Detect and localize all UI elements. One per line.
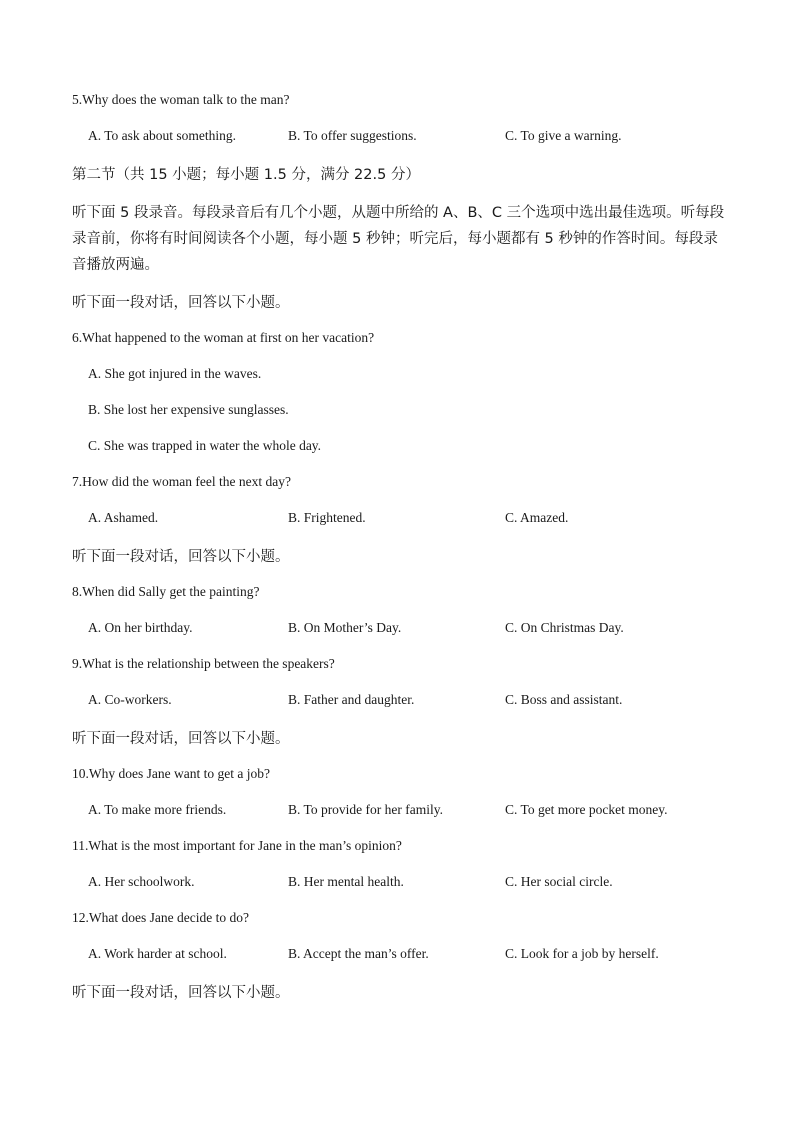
- option-b: B. She lost her expensive sunglasses.: [88, 402, 289, 417]
- question-9: 9.What is the relationship between the speakers?: [72, 656, 335, 671]
- option-b: B. Father and daughter.: [288, 692, 415, 707]
- section-title: 第二节（共 15 小题；每小题 1.5 分，满分 22.5 分）: [72, 167, 420, 183]
- question-6: 6.What happened to the woman at first on her vacation?: [72, 330, 375, 345]
- option-c: C. She was trapped in water the whole day.: [88, 438, 322, 453]
- option-a: A. Ashamed.: [88, 510, 159, 525]
- option-b: B. Accept the man’s offer.: [288, 946, 429, 961]
- option-c: C. To get more pocket money.: [505, 802, 668, 817]
- option-c: C. Look for a job by herself.: [505, 946, 659, 961]
- question-11-options: [88, 872, 732, 892]
- exam-page: [72, 90, 732, 1018]
- question-10-options: [88, 800, 732, 820]
- option-a: A. To make more friends.: [88, 802, 227, 817]
- option-b: B. To provide for her family.: [288, 802, 444, 817]
- option-a: A. To ask about something.: [88, 128, 237, 143]
- option-a: A. Work harder at school.: [88, 946, 227, 961]
- question-11: 11.What is the most important for Jane in the man’s opinion?: [72, 838, 402, 853]
- option-b: B. Her mental health.: [288, 874, 404, 889]
- question-8: 8.When did Sally get the painting?: [72, 584, 260, 599]
- option-a: A. She got injured in the waves.: [88, 366, 262, 381]
- option-c: C. On Christmas Day.: [505, 620, 624, 635]
- option-c: C. To give a warning.: [505, 128, 622, 143]
- question-10: 10.Why does Jane want to get a job?: [72, 766, 270, 781]
- option-b: B. To offer suggestions.: [288, 128, 417, 143]
- option-a: A. Her schoolwork.: [88, 874, 195, 889]
- option-a: A. On her birthday.: [88, 620, 193, 635]
- dialogue-intro: 听下面一段对话，回答以下小题。: [72, 549, 290, 565]
- question-12: 12.What does Jane decide to do?: [72, 910, 249, 925]
- section-instructions: 听下面 5 段录音。每段录音后有几个小题，从题中所给的 A、B、C 三个选项中选出最佳选项。听每段录音前，你将有时间阅读各个小题，每小题 5 秒钟；听完后，每小题都有 5 秒钟的作答时间。每段录音播放两遍。: [72, 205, 725, 273]
- option-c: C. Amazed.: [505, 510, 569, 525]
- dialogue-intro: 听下面一段对话，回答以下小题。: [72, 295, 290, 311]
- question-9-options: [88, 690, 732, 710]
- question-5: 5.Why does the woman talk to the man?: [72, 92, 290, 107]
- question-7-options: [88, 508, 732, 528]
- option-b: B. Frightened.: [288, 510, 366, 525]
- question-7: 7.How did the woman feel the next day?: [72, 474, 291, 489]
- dialogue-intro: 听下面一段对话，回答以下小题。: [72, 731, 290, 747]
- option-b: B. On Mother’s Day.: [288, 620, 402, 635]
- question-5-options: [88, 126, 732, 146]
- dialogue-intro: 听下面一段对话，回答以下小题。: [72, 985, 290, 1001]
- option-c: C. Boss and assistant.: [505, 692, 623, 707]
- question-8-options: [88, 618, 732, 638]
- option-c: C. Her social circle.: [505, 874, 613, 889]
- option-a: A. Co-workers.: [88, 692, 172, 707]
- question-12-options: [88, 944, 732, 964]
